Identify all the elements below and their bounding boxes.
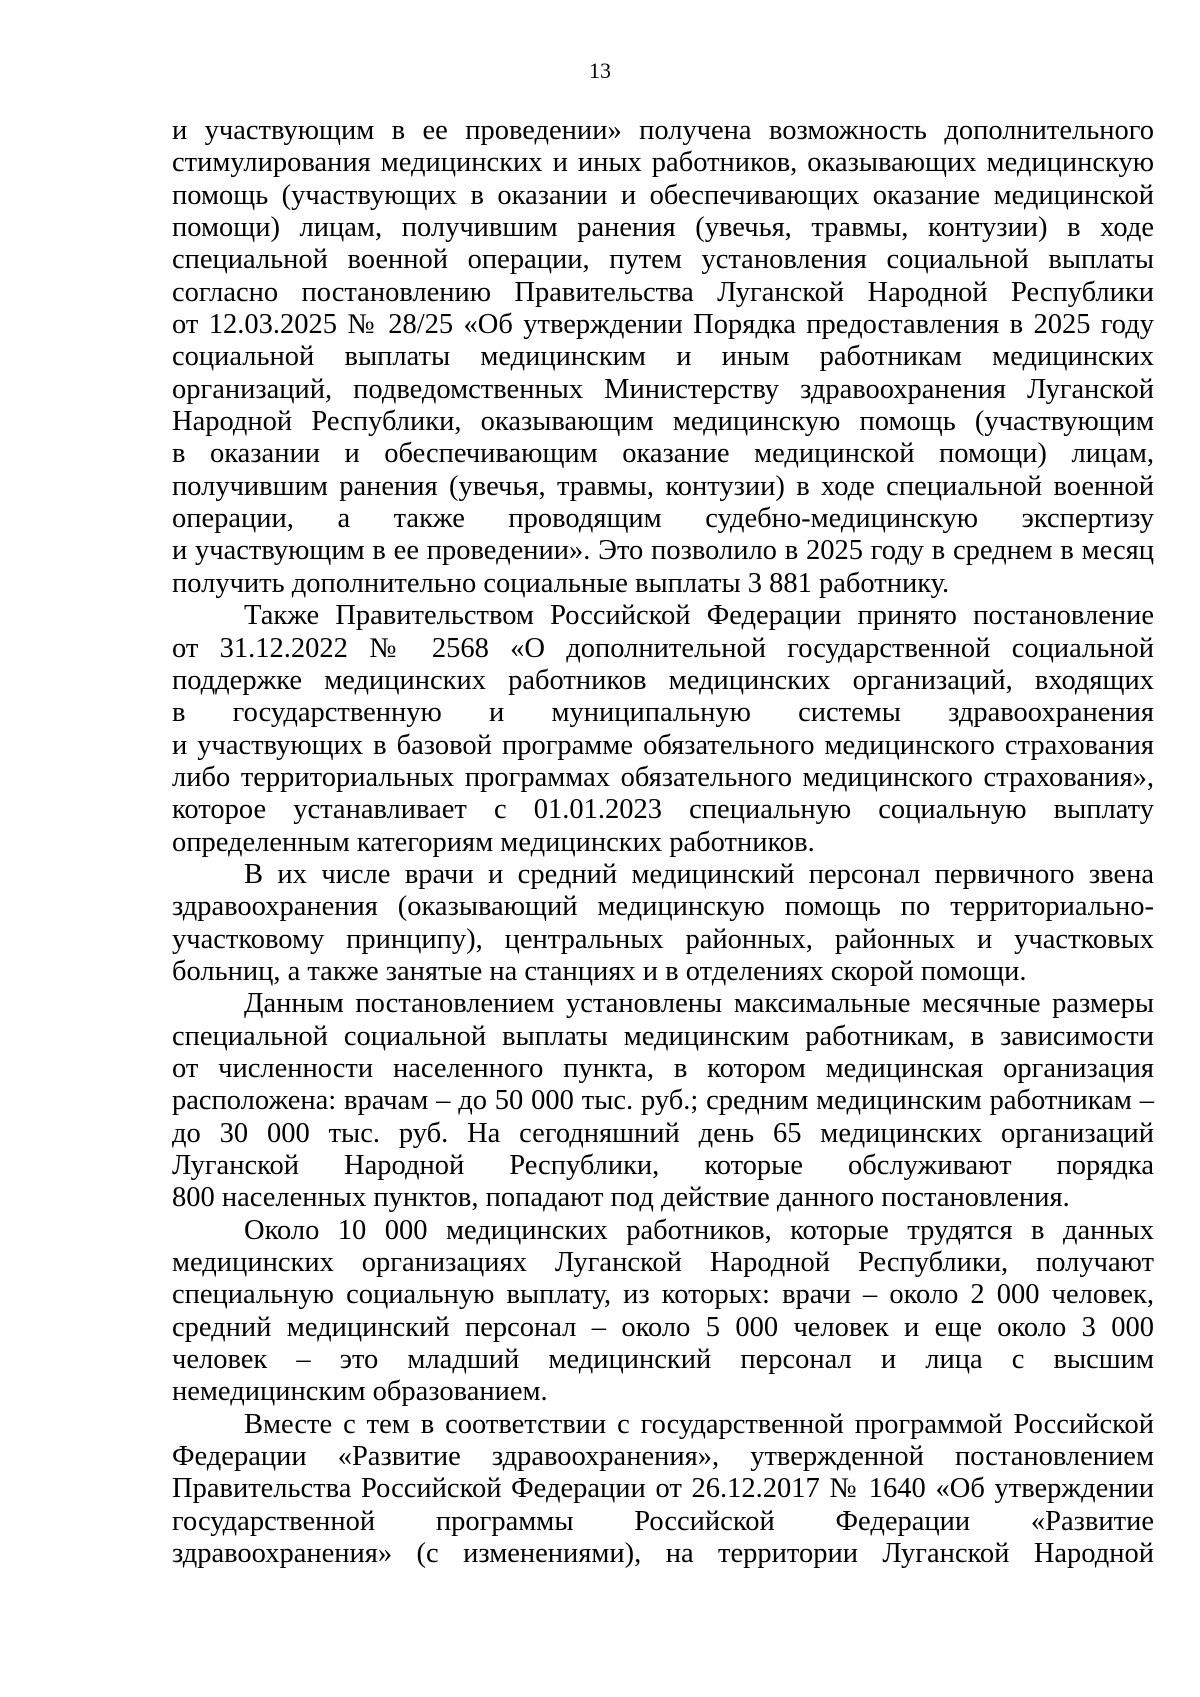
paragraph: [172, 1215, 1154, 1409]
text-line: медицинских организациях Луганской Народной Республики, получают: [172, 1247, 1154, 1279]
text-line: расположена: врачам – до 50 000 тыс. руб.; средним медицинским работникам –: [172, 1085, 1154, 1117]
text-line: от 12.03.2025 № 28/25 «Об утверждении Порядка предоставления в 2025 году: [172, 309, 1154, 341]
text-line: определенным категориям медицинских работников.: [172, 826, 815, 858]
text-line: в оказании и обеспечивающим оказание медицинской помощи) лицам,: [172, 438, 1154, 470]
text-line: государственной программы Российской Федерации «Развитие: [172, 1505, 1154, 1537]
paragraph: [172, 1409, 1154, 1571]
text-line: и участвующим в ее проведении». Это позволило в 2025 году в среднем в месяц: [172, 535, 1154, 567]
text-line: Народной Республики, оказывающим медицинскую помощь (участвующим: [172, 406, 1154, 438]
text-line: в государственную и муниципальную системы здравоохранения: [172, 697, 1154, 729]
text-line: человек – это младший медицинский персонал и лица с высшим: [172, 1344, 1154, 1376]
text-line: от 31.12.2022 № 2568 «О дополнительной государственной социальной: [172, 632, 1154, 664]
text-line: средний медицинский персонал – около 5 000 человек и еще около 3 000: [172, 1311, 1154, 1343]
text-line: получившим ранения (увечья, травмы, контузии) в ходе специальной военной: [172, 470, 1154, 502]
text-line: которое устанавливает с 01.01.2023 специальную социальную выплату: [172, 794, 1154, 826]
text-line: специальной социальной выплаты медицинским работникам, в зависимости: [172, 1020, 1154, 1052]
page-number: 13: [589, 58, 611, 83]
text-line: Вместе с тем в соответствии с государственной программой Российской: [244, 1408, 1154, 1440]
text-line: Федерации «Развитие здравоохранения», утвержденной постановлением: [172, 1441, 1154, 1473]
text-line: больниц, а также занятые на станциях и в отделениях скорой помощи.: [172, 955, 1027, 987]
text-line: Луганской Народной Республики, которые обслуживают порядка: [172, 1150, 1154, 1181]
text-line: специальной военной операции, путем установления социальной выплаты: [172, 244, 1154, 276]
text-line: до 30 000 тыс. руб. На сегодняшний день 65 медицинских организаций: [172, 1117, 1154, 1149]
text-line: здравоохранения» (с изменениями), на территории Луганской Народной: [172, 1538, 1154, 1570]
text-line: получить дополнительно социальные выплаты 3 881 работнику.: [172, 567, 950, 599]
document-body: [172, 115, 1154, 1570]
text-line: поддержке медицинских работников медицинских организаций, входящих: [172, 664, 1154, 696]
text-line: Также Правительством Российской Федерации принято постановление: [244, 600, 1154, 632]
text-line: организаций, подведомственных Министерству здравоохранения Луганской: [172, 373, 1154, 405]
text-line: либо территориальных программах обязательного медицинского страхования»,: [172, 761, 1154, 793]
text-line: Около 10 000 медицинских работников, которые трудятся в данных: [244, 1214, 1154, 1246]
text-line: помощи) лицам, получившим ранения (увечья, травмы, контузии) в ходе: [172, 212, 1154, 244]
text-line: специальную социальную выплату, из которых: врачи – около 2 000 человек,: [172, 1279, 1154, 1311]
text-line: Данным постановлением установлены максимальные месячные размеры: [244, 988, 1154, 1020]
text-line: стимулирования медицинских и иных работников, оказывающих медицинскую: [172, 147, 1154, 179]
text-line: социальной выплаты медицинским и иным работникам медицинских: [172, 341, 1154, 373]
text-line: помощь (участвующих в оказании и обеспечивающих оказание медицинской: [172, 179, 1154, 211]
text-line: немедицинским образованием.: [172, 1376, 548, 1408]
text-line: Правительства Российской Федерации от 26.12.2017 № 1640 «Об утверждении: [172, 1473, 1154, 1505]
text-line: от численности населенного пункта, в котором медицинская организация: [172, 1052, 1154, 1084]
paragraph: [172, 859, 1154, 988]
text-line: здравоохранения (оказывающий медицинскую помощь по территориально-: [172, 891, 1154, 923]
text-line: участковому принципу), центральных районных, районных и участковых: [172, 923, 1154, 955]
text-line: В их числе врачи и средний медицинский персонал первичного звена: [244, 858, 1154, 890]
text-line: операции, а также проводящим судебно-медицинскую экспертизу: [172, 503, 1154, 535]
text-line: согласно постановлению Правительства Луганской Народной Республики: [172, 276, 1154, 308]
paragraph: [172, 115, 1154, 600]
text-line: и участвующим в ее проведении» получена возможность дополнительного: [172, 115, 1154, 146]
paragraph: [172, 600, 1154, 859]
text-line: и участвующих в базовой программе обязательного медицинского страхования: [172, 729, 1154, 761]
paragraph: [172, 988, 1154, 1214]
text-line: 800 населенных пунктов, попадают под действие данного постановления.: [172, 1182, 1070, 1214]
